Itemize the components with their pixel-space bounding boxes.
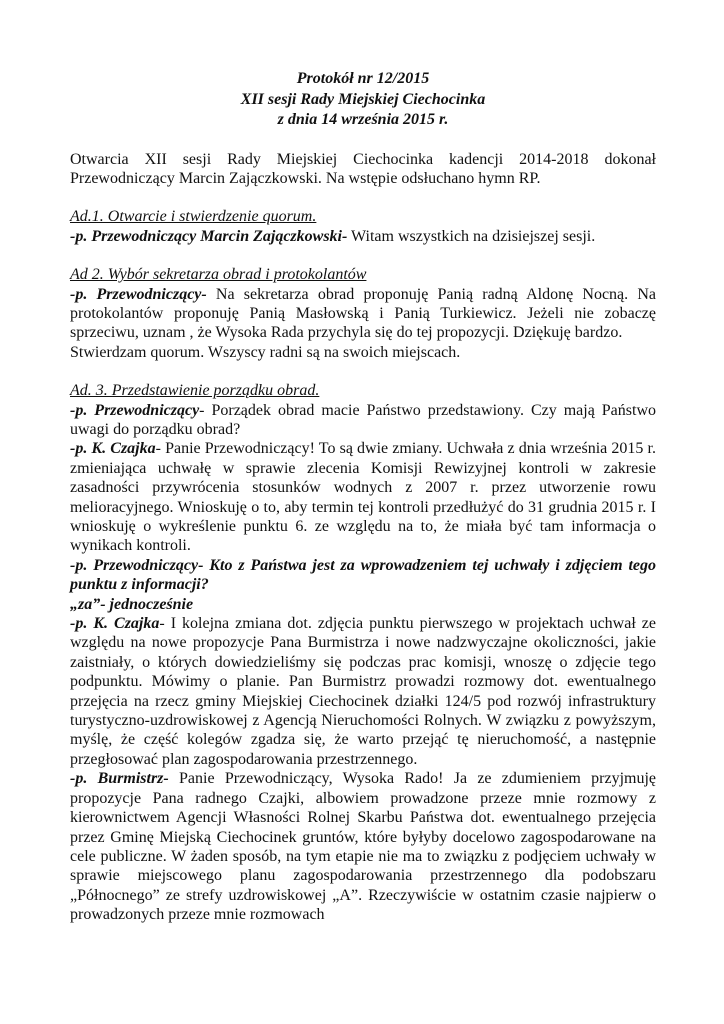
section-2-text: Na sekretarza obrad proponuję Panią radną Aldonę Nocną. Na protokolantów proponuję Panią Masłowską i Panią Turkiewicz. Jeżeli nie zobaczę sprzeciwu, uznam , że Wysoka Rada przychyla się do tej propozycji. Dziękuję bardzo. [70,285,656,342]
section-1-text: Witam wszystkich na dzisiejszej sesji. [347,227,596,245]
section-1-heading: Ad.1. Otwarcie i stwierdzenie quorum. [70,208,317,226]
section-3-text-2: - Panie Przewodniczący! To są dwie zmiany. Uchwała z dnia września 2015 r. zmieniająca uchwałę w sprawie zlecenia Komisji Rewizyjnej kontroli w zakresie zasadności przywrócenia stosunków wodnych z 2007 r. przez utworzenie rowu melioracyjnego. Wnioskuję o to, aby termin tej kontroli przedłużyć do 31 grudnia 2015 r. I wnioskuję o wykreślenie punktu 6. ze względu na to, że miała być tam informacja o wynikach kontroli. [70,440,657,555]
section-3-text-1: - Porządek obrad macie Państwo przedstawiony. Czy mają Państwo uwagi do porządku obrad? [70,401,656,438]
section-3-text-4: - I kolejna zmiana dot. zdjęcia punktu pierwszego w projektach uchwał ze względu na nowe propozycje Pana Burmistrza i nowe nadzwyczajne okoliczności, jakie zaistniały, o których dowiedzieliśmy się podczas prac komisji, wnoszę o zdjęcie tego podpunktu. Mówimy o planie. Pan Burmistrz prowadzi rozmowy dot. ewentualnego przejęcia na rzecz gminy Miejskiej Ciechocinek działki 124/5 pod rozwój infrastruktury turystyczno-uzdrowiskowej z Agencją Nieruchomości Rolnych. W związku z powyższym, myślę, że część kolegów zgadza się, że warto przejąć tę nieruchomość, a następnie przegłosować plan zagospodarowania przestrzennego. [70,615,656,768]
speaker-mayor: -p. Burmistrz- [70,770,169,788]
speaker-chairman-full: -p. Przewodniczący Marcin Zajączkowski- [70,227,348,245]
section-3-paragraph-1 [70,401,656,440]
section-3-paragraph-5 [70,769,656,924]
intro-paragraph: Otwarcia XII sesji Rady Miejskiej Ciechocinka kadencji 2014-2018 dokonał Przewodniczący Marcin Zajączkowski. Na wstępie odsłuchano hymn RP. [70,150,656,187]
quorum-statement: Stwierdzam quorum. Wszyscy radni są na swoich miejscach. [70,343,461,361]
title-line-2: XII sesji Rady Miejskiej Ciechocinka [240,90,486,108]
section-3-paragraph-4 [70,614,656,769]
title-line-3: z dnia 14 września 2015 r. [277,111,449,128]
protocol-title [70,69,656,131]
vote-question: -p. Przewodniczący- Kto z Państwa jest za wprowadzeniem tej uchwały i zdjęciem tego punktu z informacji? [70,556,656,594]
speaker-czajka: -p. K. Czajka [70,615,160,633]
section-3-paragraph-2 [70,439,656,555]
speaker-czajka: -p. K. Czajka [70,440,156,458]
speaker-chairman: -p. Przewodniczący [70,401,200,419]
vote-result: „za”- jednocześnie [70,595,194,613]
section-3-heading: Ad. 3. Przedstawienie porządku obrad. [70,382,320,400]
section-2-heading: Ad 2. Wybór sekretarza obrad i protokolantów [70,266,367,284]
section-2-paragraph [70,285,656,343]
section-1-paragraph [70,227,656,246]
title-line-1: Protokół nr 12/2015 [296,70,430,87]
section-3-text-5: Panie Przewodniczący, Wysoka Rado! Ja ze zdumieniem przyjmuję propozycje Pana radnego Czajki, albowiem prowadzone przeze mnie rozmowy z kierownictwem Agencji Własności Rolnej Skarbu Państwa dot. ewentualnego przejęcia przez Gminę Miejską Ciechocinek gruntów, które byłyby docelowo zagospodarowane na cele publiczne. W żaden sposób, na tym etapie nie ma to związku z podjęciem uchwały w sprawie miejscowego planu zagospodarowania przestrzennego dla podobszaru „Północnego” ze strefy uzdrowiskowej „A”. Rzeczywiście w ostatnim czasie najpierw o prowadzonych przeze mnie rozmowach [70,770,657,924]
speaker-chairman: -p. Przewodniczący- [70,285,207,303]
